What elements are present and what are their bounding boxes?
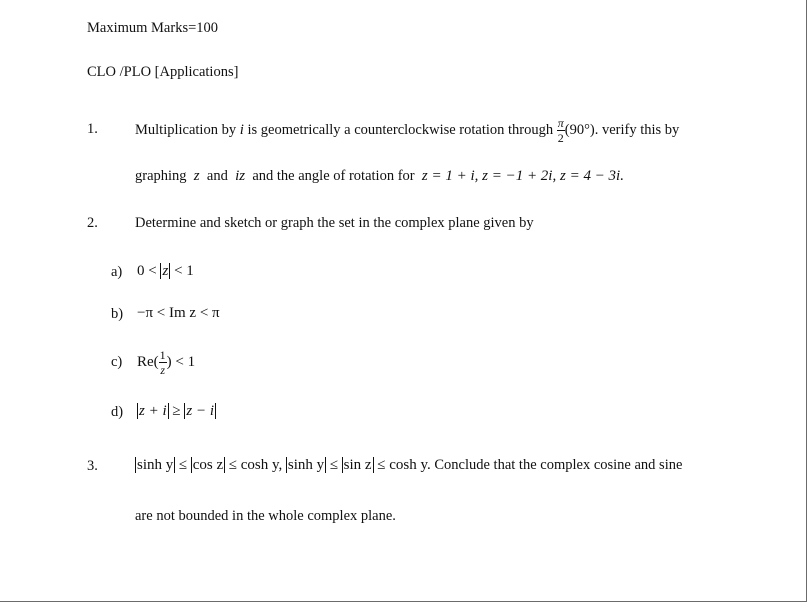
q2-b-expr: −π < Im z < π <box>137 305 220 321</box>
q1-fraction <box>557 117 565 144</box>
q3-le2: ≤ cosh y, <box>228 457 283 473</box>
q2-a-left: 0 < <box>137 263 157 279</box>
q2-a-expr <box>137 263 194 280</box>
q1-line2-b: and the angle of rotation for <box>252 168 415 184</box>
q2-a-modulus: z <box>162 263 169 279</box>
q2-d-a: z + i <box>139 403 167 419</box>
q1-number: 1. <box>87 121 98 137</box>
q2-d-label: d) <box>111 404 124 420</box>
q3-sinh-y2: sinh y <box>287 457 325 473</box>
clo-plo-label: CLO /PLO [Applications] <box>87 64 239 80</box>
q3-cos-z: cos z <box>192 457 224 473</box>
q2-d-mid: ≥ <box>172 403 181 419</box>
q2-c-frac-den: z <box>160 362 165 377</box>
q2-c-frac-num: 1 <box>159 347 166 362</box>
q3-sinh-y: sinh y <box>137 457 174 473</box>
q2-c-pre: Re( <box>137 353 159 370</box>
q2-a-label: a) <box>111 264 123 280</box>
q1-frac-den: 2 <box>557 130 564 145</box>
q2-c-fraction <box>159 349 167 376</box>
q1-values: z = 1 + i, z = −1 + 2i, z = 4 − 3i. <box>421 168 624 184</box>
q3-line1-text: Conclude that the complex cosine and sine <box>434 457 683 473</box>
q2-number: 2. <box>87 215 98 231</box>
q2-c-post: ) < 1 <box>166 353 196 370</box>
q2-a-right: < 1 <box>174 263 194 279</box>
q1-line2-a: graphing <box>135 168 187 184</box>
q1-line1 <box>135 112 679 148</box>
q2-d-expr <box>137 403 216 420</box>
q3-line2: are not bounded in the whole complex plane. <box>135 508 396 524</box>
q1-line2 <box>135 168 624 185</box>
max-marks: Maximum Marks=100 <box>87 20 219 36</box>
q3-le1: ≤ <box>178 457 188 473</box>
q1-z: z <box>193 168 200 184</box>
q1-degree: (90°). verify this by <box>564 121 680 138</box>
q1-line1-b: is geometrically a counterclockwise rotation through <box>247 121 554 138</box>
q3-line1 <box>135 457 682 474</box>
q3-sin-z: sin z <box>343 457 372 473</box>
q2-text: Determine and sketch or graph the set in the complex plane given by <box>135 215 534 231</box>
q3-number: 3. <box>87 458 98 474</box>
q1-frac-num: π <box>557 115 564 130</box>
q1-and: and <box>206 168 228 184</box>
q1-i: i <box>239 121 244 138</box>
q2-d-b: z − i <box>186 403 215 419</box>
q2-c-label: c) <box>111 354 123 370</box>
q3-le4: ≤ cosh y. <box>377 457 431 473</box>
q2-b-label: b) <box>111 306 124 322</box>
q3-le3: ≤ <box>329 457 339 473</box>
q1-line1-a: Multiplication by <box>135 121 237 138</box>
q1-iz: iz <box>235 168 246 184</box>
q2-c-expr <box>137 343 195 381</box>
